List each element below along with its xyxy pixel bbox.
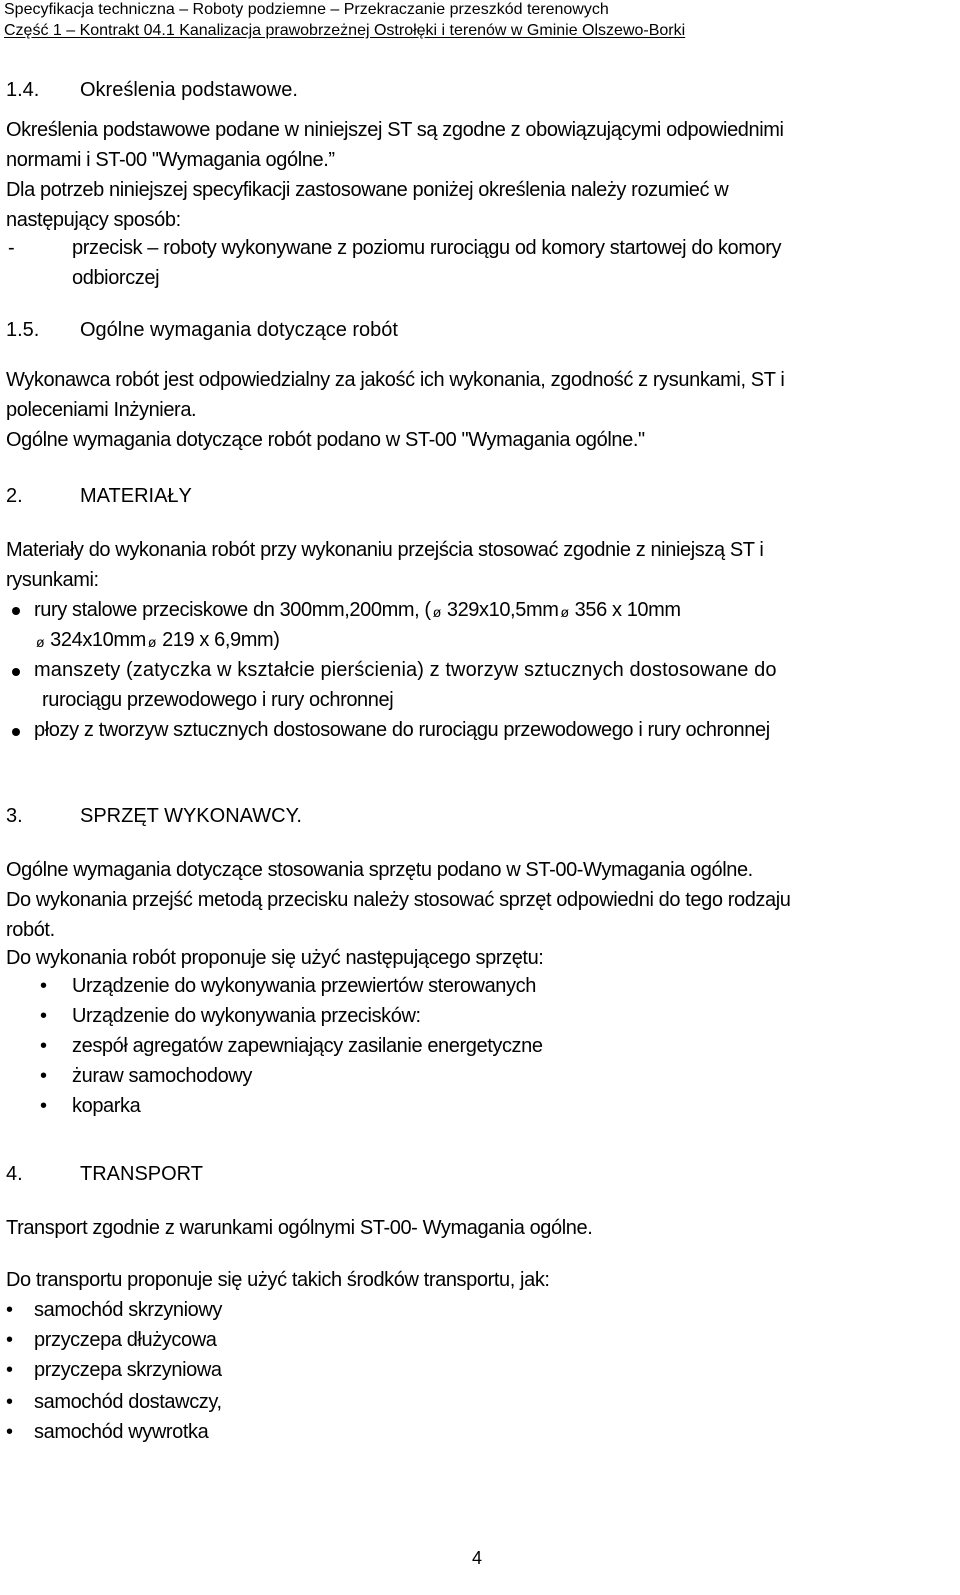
bullet-dot: [12, 607, 20, 615]
section-1-4-title: Określenia podstawowe.: [80, 79, 298, 101]
definition-dash: -: [8, 237, 15, 259]
section-1-5-number: 1.5.: [6, 319, 40, 341]
material-item-pipes-line-2: ø 324x10mm ø 219 x 6,9mm): [34, 628, 280, 653]
material-item-sleeves-line-1: manszety (zatyczka w kształcie pierścienia) z tworzyw sztucznych dostosowane do: [34, 659, 777, 681]
bullet-dot: •: [40, 1095, 48, 1117]
diameter-symbol: ø: [560, 604, 569, 620]
section-4-number: 4.: [6, 1163, 23, 1185]
bullet-dot: •: [40, 1065, 48, 1087]
material-item-pipes-line-1: rury stalowe przeciskowe dn 300mm,200mm, ( ø 329x10,5mm ø 356 x 10mm: [34, 598, 681, 623]
diameter-symbol: ø: [147, 634, 157, 650]
section-4-title: TRANSPORT: [80, 1163, 203, 1185]
material-item-skids: płozy z tworzyw sztucznych dostosowane do rurociągu przewodowego i rury ochronnej: [34, 719, 770, 741]
bullet-dot: •: [6, 1299, 14, 1321]
s14-paragraph-1-line-2: normami i ST-00 "Wymagania ogólne.”: [6, 149, 335, 171]
running-header-contract: Część 1 – Kontrakt 04.1 Kanalizacja prawobrzeżnej Ostrołęki i terenów w Gminie Olszewo-Borki: [4, 22, 686, 39]
s3-paragraph-2-line-2: robót.: [6, 919, 55, 941]
s15-paragraph-2: Ogólne wymagania dotyczące robót podano w ST-00 "Wymagania ogólne.": [6, 429, 645, 451]
s4-paragraph-1: Transport zgodnie z warunkami ogólnymi ST-00- Wymagania ogólne.: [6, 1217, 593, 1239]
diameter-symbol: ø: [36, 634, 45, 650]
s14-paragraph-2-line-1: Dla potrzeb niniejszej specyfikacji zastosowane poniżej określenia należy rozumieć w: [6, 179, 729, 201]
section-3-number: 3.: [6, 805, 23, 827]
page-number: 4: [472, 1548, 483, 1568]
bullet-dot: [12, 668, 20, 676]
s4-paragraph-2: Do transportu proponuje się użyć takich środków transportu, jak:: [6, 1269, 550, 1291]
material-item-sleeves-line-2: rurociągu przewodowego i rury ochronnej: [42, 689, 394, 711]
section-3-title: SPRZĘT WYKONAWCY.: [80, 805, 302, 827]
bullet-dot: •: [6, 1329, 14, 1351]
diameter-symbol: ø: [432, 604, 441, 620]
equipment-item: zespół agregatów zapewniający zasilanie energetyczne: [72, 1035, 543, 1057]
s2-paragraph-line-2: rysunkami:: [6, 569, 99, 591]
section-1-4-number: 1.4.: [6, 79, 40, 101]
s15-paragraph-1-line-1: Wykonawca robót jest odpowiedzialny za jakość ich wykonania, zgodność z rysunkami, ST i: [6, 369, 785, 391]
s3-paragraph-1: Ogólne wymagania dotyczące stosowania sprzętu podano w ST-00-Wymagania ogólne.: [6, 859, 753, 881]
transport-item: przyczepa dłużycowa: [34, 1329, 217, 1351]
s14-paragraph-1-line-1: Określenia podstawowe podane w niniejszej ST są zgodne z obowiązującymi odpowiednimi: [6, 119, 784, 141]
section-1-5-title: Ogólne wymagania dotyczące robót: [80, 319, 398, 341]
equipment-item: Urządzenie do wykonywania przecisków:: [72, 1005, 421, 1027]
bullet-dot: •: [40, 975, 48, 997]
transport-item: samochód dostawczy,: [34, 1391, 222, 1413]
bullet-dot: •: [6, 1359, 14, 1381]
running-header-title: Specyfikacja techniczna – Roboty podziemne – Przekraczanie przeszkód terenowych: [4, 1, 609, 18]
equipment-item: Urządzenie do wykonywania przewiertów sterowanych: [72, 975, 536, 997]
transport-item: samochód wywrotka: [34, 1421, 209, 1443]
transport-item: przyczepa skrzyniowa: [34, 1359, 222, 1381]
section-2-number: 2.: [6, 485, 23, 507]
s3-paragraph-3: Do wykonania robót proponuje się użyć następującego sprzętu:: [6, 947, 544, 969]
s3-paragraph-2-line-1: Do wykonania przejść metodą przecisku należy stosować sprzęt odpowiedni do tego rodzaju: [6, 889, 791, 911]
definition-przecisk-line-2: odbiorczej: [72, 267, 160, 289]
s14-paragraph-2-line-2: następujący sposób:: [6, 209, 181, 231]
bullet-dot: •: [6, 1421, 14, 1443]
s2-paragraph-line-1: Materiały do wykonania robót przy wykonaniu przejścia stosować zgodnie z niniejszą ST i: [6, 539, 764, 561]
equipment-item: żuraw samochodowy: [72, 1065, 252, 1087]
transport-item: samochód skrzyniowy: [34, 1299, 223, 1321]
definition-przecisk-line-1: przecisk – roboty wykonywane z poziomu rurociągu od komory startowej do komory: [72, 237, 782, 259]
bullet-dot: •: [6, 1391, 14, 1413]
bullet-dot: [12, 728, 20, 736]
section-2-title: MATERIAŁY: [80, 485, 192, 507]
bullet-dot: •: [40, 1035, 48, 1057]
bullet-dot: •: [40, 1005, 48, 1027]
s15-paragraph-1-line-2: poleceniami Inżyniera.: [6, 399, 197, 421]
equipment-item: koparka: [72, 1095, 141, 1117]
